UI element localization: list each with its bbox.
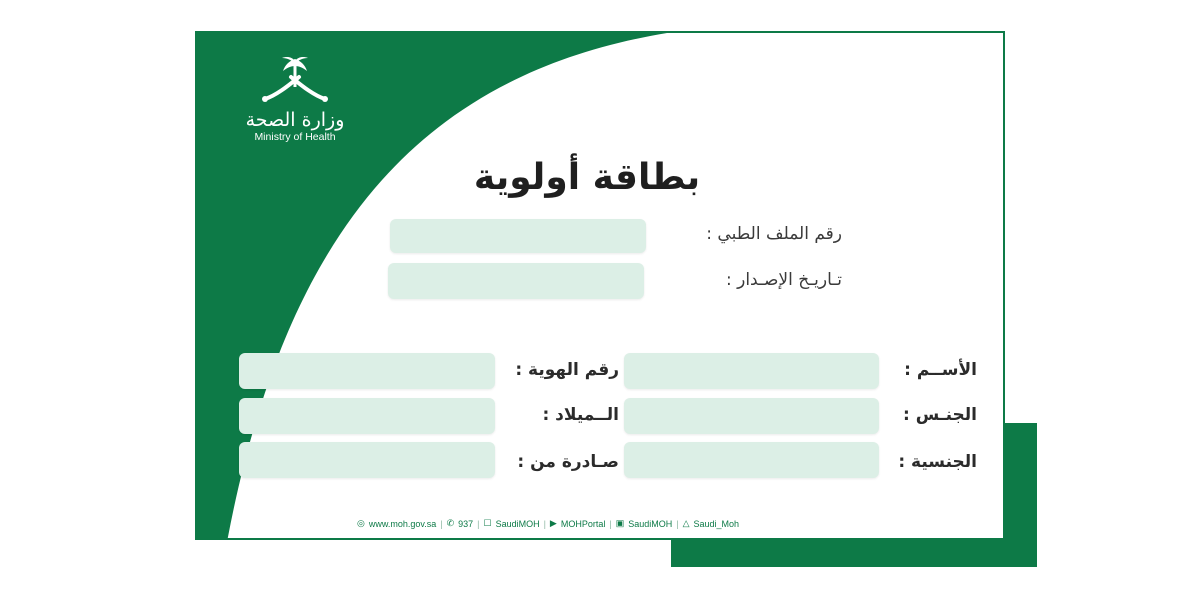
footer-separator: | [676,518,679,529]
card-title: بطاقة أولوية [473,157,701,198]
issued-from-label: صـادرة من : [517,452,619,472]
name-label: الأســم : [904,360,977,380]
birth-field[interactable] [239,398,495,434]
footer-separator: | [609,518,612,529]
issued-from-field[interactable] [239,442,495,478]
id-number-label: رقم الهوية : [515,360,619,380]
birth-label: الــميلاد : [542,405,619,425]
facebook-icon: ▣ [615,518,625,528]
globe-icon: ◎ [357,518,365,528]
nationality-field[interactable] [624,442,879,478]
palm-swords-emblem-icon [255,55,335,107]
footer-twitter[interactable]: SaudiMOH [495,518,540,529]
contact-footer [357,518,797,529]
footer-snapchat[interactable]: Saudi_Moh [693,518,740,529]
logo-arabic-name: وزارة الصحة [245,109,345,131]
name-field[interactable] [624,353,879,389]
issue-date-label: تـاريـخ الإصـدار : [725,270,842,290]
youtube-icon: ▶ [549,518,557,528]
nationality-label: الجنسية : [898,452,977,472]
footer-website[interactable]: www.moh.gov.sa [368,518,437,529]
medical-file-number-label: رقم الملف الطبي : [706,224,842,244]
medical-file-number-field[interactable] [390,219,646,253]
snapchat-icon: △ [682,518,690,528]
id-number-field[interactable] [239,353,495,389]
gender-field[interactable] [624,398,879,434]
footer-separator: | [440,518,443,529]
priority-card [195,31,1005,540]
ministry-logo [235,55,355,155]
footer-separator: | [543,518,546,529]
footer-separator: | [477,518,480,529]
footer-facebook[interactable]: SaudiMOH [628,518,673,529]
phone-icon: ✆ [446,518,455,528]
logo-english-name: Ministry of Health [254,131,336,143]
issue-date-field[interactable] [388,263,644,299]
gender-label: الجنـس : [903,405,977,425]
twitter-icon: ☐ [483,518,492,528]
footer-youtube[interactable]: MOHPortal [560,518,606,529]
footer-phone[interactable]: 937 [458,518,474,529]
